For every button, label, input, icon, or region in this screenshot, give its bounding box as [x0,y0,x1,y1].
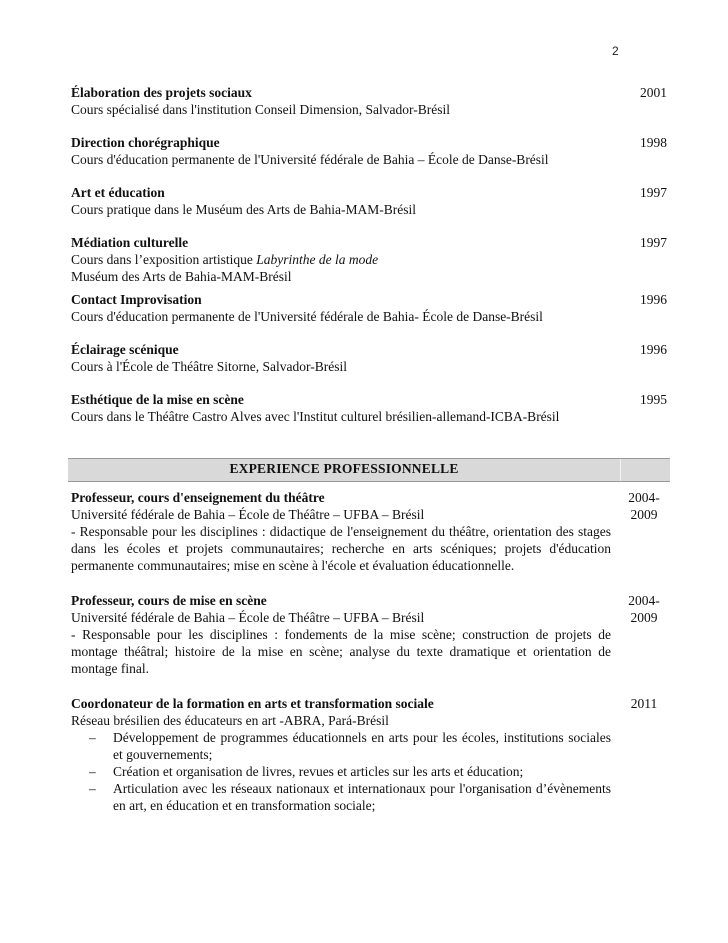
job-entry [71,695,667,814]
training-list [71,84,667,425]
training-entry [71,184,667,218]
training-year: 1997 [640,235,667,250]
job-title: Professeur, cours d'enseignement du théâtre [71,490,325,505]
training-year: 1996 [640,342,667,357]
training-year: 1995 [640,392,667,407]
job-institution: Réseau brésilien des éducateurs en art -ABRA, Pará-Brésil [71,713,389,728]
section-title: EXPERIENCE PROFESSIONNELLE [229,461,459,476]
training-year: 1996 [640,292,667,307]
job-institution: Université fédérale de Bahia – École de Théâtre – UFBA – Brésil [71,610,425,625]
training-title: Élaboration des projets sociaux [71,85,252,100]
job-years [621,489,667,523]
job-entry [71,592,667,677]
training-year: 2001 [640,85,667,100]
training-detail-prefix: Cours dans l’exposition artistique [71,252,257,267]
job-year-end: 2009 [630,610,658,625]
training-detail: Cours pratique dans le Muséum des Arts de Bahia-MAM-Brésil [71,202,416,217]
training-entry [71,234,667,285]
page-number: 2 [612,44,619,58]
job-bullet-list [71,729,611,814]
training-title: Contact Improvisation [71,292,202,307]
exhibition-title: Labyrinthe de la mode [256,252,379,267]
training-detail [71,251,667,268]
training-entry [71,84,667,118]
training-entry [71,341,667,375]
training-title: Esthétique de la mise en scène [71,392,244,407]
job-body [71,695,611,814]
job-title: Professeur, cours de mise en scène [71,593,267,608]
training-year: 1997 [640,185,667,200]
training-detail: Cours d'éducation permanente de l'Université fédérale de Bahia – École de Danse-Brésil [71,152,549,167]
job-entry [71,489,667,574]
training-detail: Cours dans le Théâtre Castro Alves avec l'Institut culturel brésilien-allemand-ICBA-Brésil [71,409,560,424]
job-year-start: 2004- [628,490,660,505]
training-detail: Cours d'éducation permanente de l'Université fédérale de Bahia- École de Danse-Brésil [71,309,543,324]
training-detail: Muséum des Arts de Bahia-MAM-Brésil [71,269,292,284]
training-title: Art et éducation [71,185,165,200]
job-bullet: – Développement de programmes éducationnels en arts pour les écoles, institutions sociales et gouvernements; [71,729,611,763]
job-institution: Université fédérale de Bahia – École de Théâtre – UFBA – Brésil [71,507,425,522]
job-years [621,592,667,626]
training-detail: Cours à l'École de Théâtre Sitorne, Salvador-Brésil [71,359,347,374]
job-body [71,592,611,677]
training-title: Direction chorégraphique [71,135,220,150]
job-year-start: 2004- [628,593,660,608]
header-cell-divider [620,459,621,481]
training-title: Éclairage scénique [71,342,179,357]
training-entry [71,391,667,425]
job-bullet: – Création et organisation de livres, revues et articles sur les arts et éducation; [71,763,611,780]
job-years [621,695,667,712]
job-bullet: – Articulation avec les réseaux nationaux et internationaux pour l'organisation d’évènements en art, en éducation et en transformation sociale; [71,780,611,814]
job-description: - Responsable pour les disciplines : fondements de la mise scène; construction de projets de montage théâtral; histoire de la mise en scène; analyse du texte dramatique et orientation de montage final. [71,627,611,676]
job-title: Coordonateur de la formation en arts et transformation sociale [71,696,434,711]
section-header [68,458,670,482]
job-body [71,489,611,574]
training-detail: Cours spécialisé dans l'institution Conseil Dimension, Salvador-Brésil [71,102,451,117]
job-description: - Responsable pour les disciplines : didactique de l'enseignement du théâtre, orientation des stages dans les écoles et projets communautaires; recherche en arts scéniques; projets d'éducation permanente communautaires; mise en scène à l'école et évaluation éducationnelle. [71,524,611,573]
training-entry [71,134,667,168]
job-year-start: 2011 [630,696,658,711]
professional-list [71,489,667,814]
job-year-end: 2009 [630,507,658,522]
training-entry [71,291,667,325]
training-title: Médiation culturelle [71,235,189,250]
training-year: 1998 [640,135,667,150]
